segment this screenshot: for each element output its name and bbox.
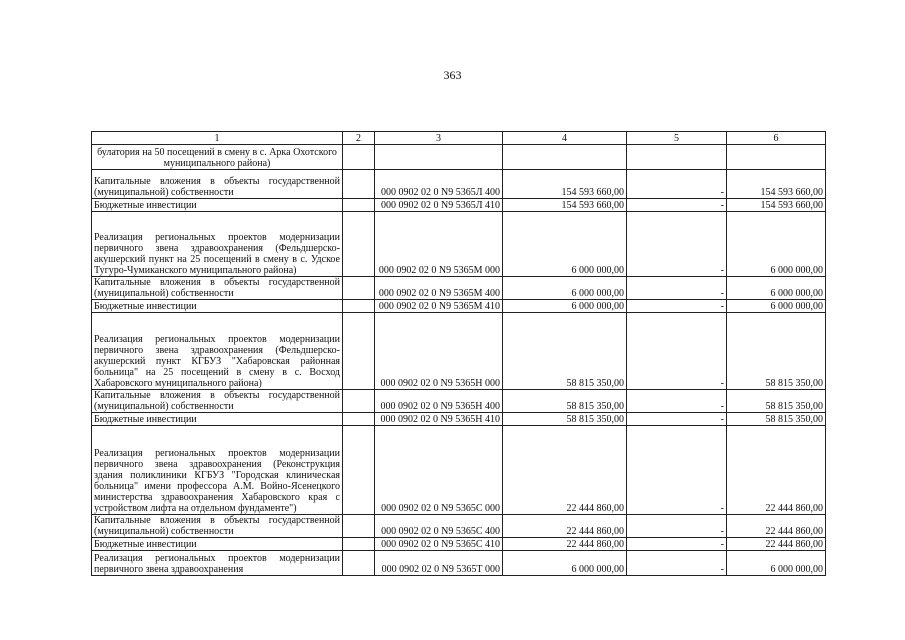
row-amount: 58 815 350,00 <box>503 390 627 413</box>
row-col5 <box>627 145 727 170</box>
row-name: Реализация региональных проектов модернизации первичного звена здравоохранения (Реконструкция здания поликлиники КГБУЗ "Городская клиническая больница" имени профессора А.М. Войно-Ясенецкого министерства здравоохранения Хабаровского края с устройством лифта на отдельном фундаменте") <box>92 426 343 515</box>
row-amount: 6 000 000,00 <box>503 212 627 277</box>
row-total: 58 815 350,00 <box>727 313 826 390</box>
header-col-6: 6 <box>727 132 826 145</box>
row-col5: - <box>627 538 727 551</box>
row-col5: - <box>627 212 727 277</box>
row-code: 000 0902 02 0 N9 5365Н 000 <box>375 313 503 390</box>
header-col-3: 3 <box>375 132 503 145</box>
row-amount <box>503 145 627 170</box>
row-col2 <box>343 426 375 515</box>
row-total: 6 000 000,00 <box>727 300 826 313</box>
row-col5: - <box>627 390 727 413</box>
table-row <box>92 313 826 390</box>
header-row <box>92 132 826 145</box>
row-amount: 6 000 000,00 <box>503 277 627 300</box>
row-name: Бюджетные инвестиции <box>92 300 343 313</box>
row-total: 6 000 000,00 <box>727 551 826 576</box>
header-col-4: 4 <box>503 132 627 145</box>
table-row <box>92 199 826 212</box>
row-code: 000 0902 02 0 N9 5365М 000 <box>375 212 503 277</box>
row-col5: - <box>627 413 727 426</box>
row-amount: 58 815 350,00 <box>503 413 627 426</box>
row-name: Бюджетные инвестиции <box>92 538 343 551</box>
row-name: Капитальные вложения в объекты государственной (муниципальной) собственности <box>92 277 343 300</box>
row-name: Бюджетные инвестиции <box>92 413 343 426</box>
row-amount: 154 593 660,00 <box>503 170 627 199</box>
table-row <box>92 515 826 538</box>
row-code: 000 0902 02 0 N9 5365М 400 <box>375 277 503 300</box>
row-col2 <box>343 551 375 576</box>
row-total: 58 815 350,00 <box>727 390 826 413</box>
row-col5: - <box>627 426 727 515</box>
row-col2 <box>343 413 375 426</box>
row-amount: 58 815 350,00 <box>503 313 627 390</box>
table-row <box>92 538 826 551</box>
row-amount: 6 000 000,00 <box>503 300 627 313</box>
row-code: 000 0902 02 0 N9 5365С 400 <box>375 515 503 538</box>
row-total: 6 000 000,00 <box>727 277 826 300</box>
table-row <box>92 551 826 576</box>
row-code: 000 0902 02 0 N9 5365Л 410 <box>375 199 503 212</box>
table-header <box>92 132 826 145</box>
budget-table <box>91 131 826 576</box>
row-code: 000 0902 02 0 N9 5365Н 400 <box>375 390 503 413</box>
row-name: булатория на 50 посещений в смену в с. Арка Охотского муниципального района) <box>92 145 343 170</box>
row-col2 <box>343 212 375 277</box>
row-code: 000 0902 02 0 N9 5365С 000 <box>375 426 503 515</box>
row-col5: - <box>627 170 727 199</box>
row-col2 <box>343 538 375 551</box>
row-col2 <box>343 199 375 212</box>
row-amount: 6 000 000,00 <box>503 551 627 576</box>
row-name: Реализация региональных проектов модернизации первичного звена здравоохранения (Фельдшерско-акушерский пункт на 25 посещений в смену в с. Удское Тугуро-Чумиканского муниципального района) <box>92 212 343 277</box>
table-row <box>92 413 826 426</box>
row-name: Бюджетные инвестиции <box>92 199 343 212</box>
table-row <box>92 212 826 277</box>
table-row <box>92 300 826 313</box>
row-amount: 22 444 860,00 <box>503 515 627 538</box>
row-col5: - <box>627 515 727 538</box>
row-col2 <box>343 277 375 300</box>
row-col2 <box>343 170 375 199</box>
table-row <box>92 170 826 199</box>
row-total: 22 444 860,00 <box>727 515 826 538</box>
row-total: 22 444 860,00 <box>727 426 826 515</box>
row-col2 <box>343 313 375 390</box>
row-col5: - <box>627 199 727 212</box>
row-col2 <box>343 515 375 538</box>
table-body <box>92 145 826 576</box>
row-total: 6 000 000,00 <box>727 212 826 277</box>
table-row <box>92 426 826 515</box>
row-col2 <box>343 390 375 413</box>
row-amount: 22 444 860,00 <box>503 426 627 515</box>
row-col2 <box>343 300 375 313</box>
row-code: 000 0902 02 0 N9 5365М 410 <box>375 300 503 313</box>
row-name: Реализация региональных проектов модернизации первичного звена здравоохранения (Фельдшерско-акушерский пункт КГБУЗ "Хабаровская районная больница" на 25 посещений в смену в с. Восход Хабаровского муниципального района) <box>92 313 343 390</box>
header-col-2: 2 <box>343 132 375 145</box>
row-code: 000 0902 02 0 N9 5365С 410 <box>375 538 503 551</box>
row-col5: - <box>627 551 727 576</box>
table-row <box>92 390 826 413</box>
row-total: 154 593 660,00 <box>727 170 826 199</box>
table-row <box>92 145 826 170</box>
row-code: 000 0902 02 0 N9 5365Л 400 <box>375 170 503 199</box>
row-name: Капитальные вложения в объекты государственной (муниципальной) собственности <box>92 515 343 538</box>
header-col-1: 1 <box>92 132 343 145</box>
row-name: Капитальные вложения в объекты государственной (муниципальной) собственности <box>92 390 343 413</box>
row-col2 <box>343 145 375 170</box>
row-total <box>727 145 826 170</box>
row-amount: 154 593 660,00 <box>503 199 627 212</box>
row-col5: - <box>627 300 727 313</box>
row-code: 000 0902 02 0 N9 5365Н 410 <box>375 413 503 426</box>
row-total: 58 815 350,00 <box>727 413 826 426</box>
table-row <box>92 277 826 300</box>
row-col5: - <box>627 313 727 390</box>
row-amount: 22 444 860,00 <box>503 538 627 551</box>
row-col5: - <box>627 277 727 300</box>
header-col-5: 5 <box>627 132 727 145</box>
row-code: 000 0902 02 0 N9 5365Т 000 <box>375 551 503 576</box>
row-total: 154 593 660,00 <box>727 199 826 212</box>
page-number: 363 <box>443 68 462 82</box>
row-name: Реализация региональных проектов модернизации первичного звена здравоохранения <box>92 551 343 576</box>
row-name: Капитальные вложения в объекты государственной (муниципальной) собственности <box>92 170 343 199</box>
row-total: 22 444 860,00 <box>727 538 826 551</box>
row-code <box>375 145 503 170</box>
